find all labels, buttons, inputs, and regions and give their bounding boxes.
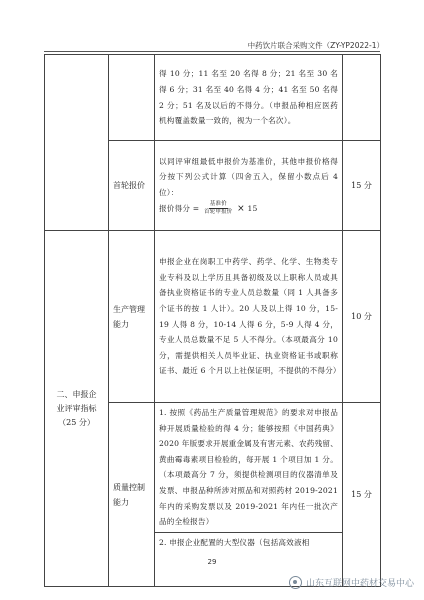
fraction-denominator: 首轮申报价 — [203, 209, 233, 216]
formula-suffix: 15 — [247, 203, 258, 213]
section-label: 二、申报企业评审指标（25 分） — [56, 389, 97, 427]
wechat-logo-icon — [289, 576, 302, 589]
criterion-text-cell: 申报企业在岗职工中药学、药学、化学、生物类专业专科及以上学历且具备初级及以上职称人员或具备执业资格证书的专业人员总数量（同 1 人具备多个证书的按 1 人计）。20 人及以上得 10 分，15-19 人得 8 分，10-14 人得 6 分，5-9 人得 4 分，专业人员总数量不足 5 人不得分。（本项最高分 10 分，需提供相关人员毕业证、执业资格证书或职称证书、最近 6 个月以上社保证明，不提供的不得分） — [155, 231, 343, 403]
section-label-cell — [45, 231, 109, 587]
scoring-table — [44, 54, 381, 587]
page-number: 29 — [207, 558, 217, 566]
formula-prefix: 报价得分 = — [159, 203, 200, 213]
quality-item-2: 2. 申报企业配置的大型仪器（包括高效液相 — [159, 537, 310, 547]
section-cell-empty — [45, 55, 109, 231]
criterion-cell-empty — [109, 55, 155, 141]
table-row — [45, 55, 381, 141]
watermark-text: 山东互联网中药材交易中心 — [305, 579, 414, 589]
criterion-text-cell: 得 10 分；11 名至 20 名得 8 分；21 名至 30 名得 6 分；31 名至 40 名得 4 分；41 名至 50 名得 2 分；51 名及以后的不得分。（申报品种相应医药机构覆盖数量一致的，视为一个名次）。 — [155, 55, 343, 141]
header-divider — [44, 51, 380, 52]
criterion-label-cell: 质量控制能力 — [109, 403, 155, 587]
score-cell: 15 分 — [343, 141, 381, 231]
watermark — [289, 576, 414, 589]
criterion-text-cell — [155, 141, 343, 231]
score-cell-empty — [343, 55, 381, 141]
first-quote-description: 以同评审组最低申报价为基准价，其他申报价格得分按下列公式计算（四舍五入，保留小数点后 4 位）： — [159, 156, 338, 197]
multiply-symbol: × — [237, 203, 245, 214]
score-formula — [159, 201, 338, 218]
formula-fraction — [204, 201, 233, 216]
criterion-label-cell: 生产管理能力 — [109, 231, 155, 403]
score-cell: 10 分 — [343, 231, 381, 403]
document-header: 中药饮片联合采购文件（ZY-YP2022-1） — [247, 41, 384, 50]
quality-item-1: 1. 按照《药品生产质量管理规范》的要求对申报品种开展质量检验的得 4 分；能够按照《中国药典》2020 年版要求开展重金属及有害元素、农药残留、黄曲霉毒素项目检验的，每开展 1 个项目加 1 分。（本项最高分 7 分，须提供检测项目的仪器清单及发票、申报品种所涉对照品和对照药材 2019-2021 年内的采购发票以及 2019-2021 年内任一批次产品的全检报告） — [155, 403, 342, 533]
table-row — [45, 231, 381, 403]
score-cell: 15 分 — [343, 403, 381, 587]
criterion-label-cell: 首轮报价 — [109, 141, 155, 231]
fraction-numerator: 基准价 — [209, 201, 227, 208]
